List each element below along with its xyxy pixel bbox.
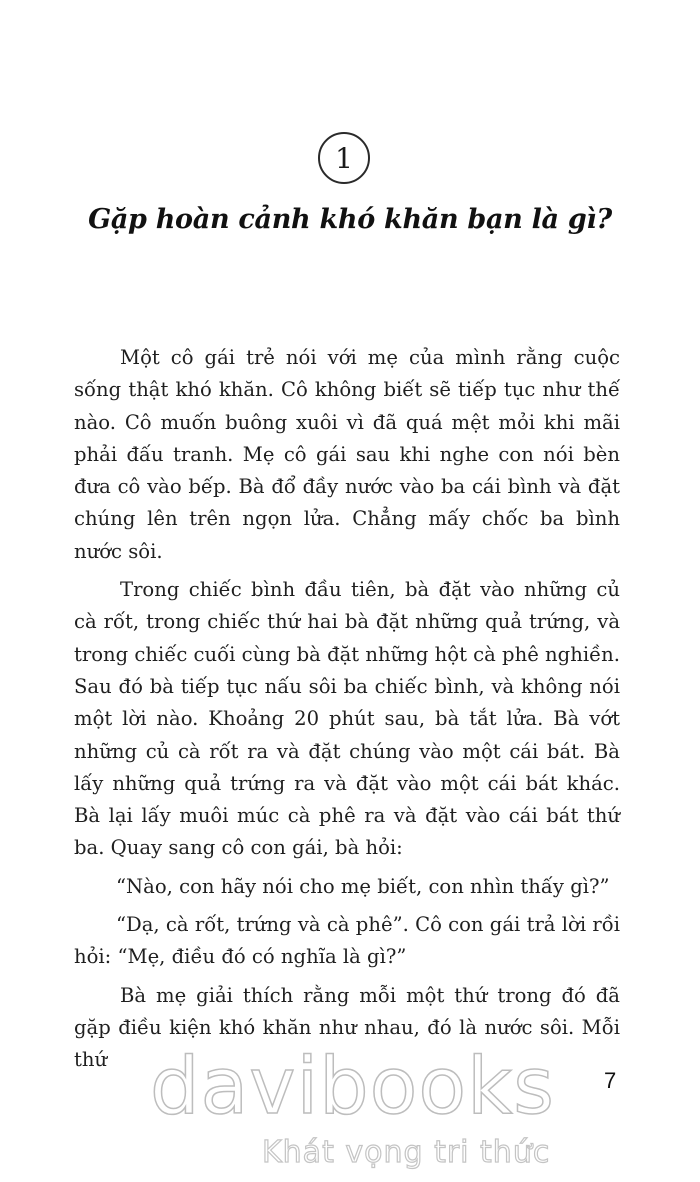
chapter-number-badge	[318, 132, 370, 184]
body-text	[74, 342, 620, 1083]
paragraph-1: Một cô gái trẻ nói với mẹ của mình rằng cuộc sống thật khó khăn. Cô không biết sẽ tiếp tục như thế nào. Cô muốn buông xuôi vì đã quá mệt mỏi khi mãi phải đấu tranh. Mẹ cô gái sau khi nghe con nói bèn đưa cô vào bếp. Bà đổ đầy nước vào ba cái bình và đặt chúng lên trên ngọn lửa. Chẳng mấy chốc ba bình nước sôi.	[74, 346, 620, 563]
watermark-brand: davibooks	[150, 1042, 555, 1132]
chapter-title: Gặp hoàn cảnh khó khăn bạn là gì?	[88, 204, 612, 235]
paragraph-5: Bà mẹ giải thích rằng mỗi một thứ trong đó đã gặp điều kiện khó khăn như nhau, đó là nước sôi. Mỗi thứ	[74, 983, 620, 1072]
chapter-number: 1	[335, 141, 353, 175]
watermark-tagline: Khát vọng tri thức	[262, 1135, 551, 1170]
paragraph-2: Trong chiếc bình đầu tiên, bà đặt vào những củ cà rốt, trong chiếc thứ hai bà đặt những quả trứng, và trong chiếc cuối cùng bà đặt những hột cà phê nghiền. Sau đó bà tiếp tục nấu sôi ba chiếc bình, và không nói một lời nào. Khoảng 20 phút sau, bà tắt lửa. Bà vớt những củ cà rốt ra và đặt chúng vào một cái bát. Bà lấy những quả trứng ra và đặt vào một cái bát khác. Bà lại lấy muôi múc cà phê ra và đặt vào cái bát thứ ba. Quay sang cô con gái, bà hỏi:	[74, 578, 620, 860]
paragraph-4: “Dạ, cà rốt, trứng và cà phê”. Cô con gái trả lời rồi hỏi: “Mẹ, điều đó có nghĩa là gì?”	[74, 913, 620, 969]
paragraph-3: “Nào, con hãy nói cho mẹ biết, con nhìn thấy gì?”	[116, 874, 610, 898]
page-number: 7	[604, 1068, 617, 1093]
